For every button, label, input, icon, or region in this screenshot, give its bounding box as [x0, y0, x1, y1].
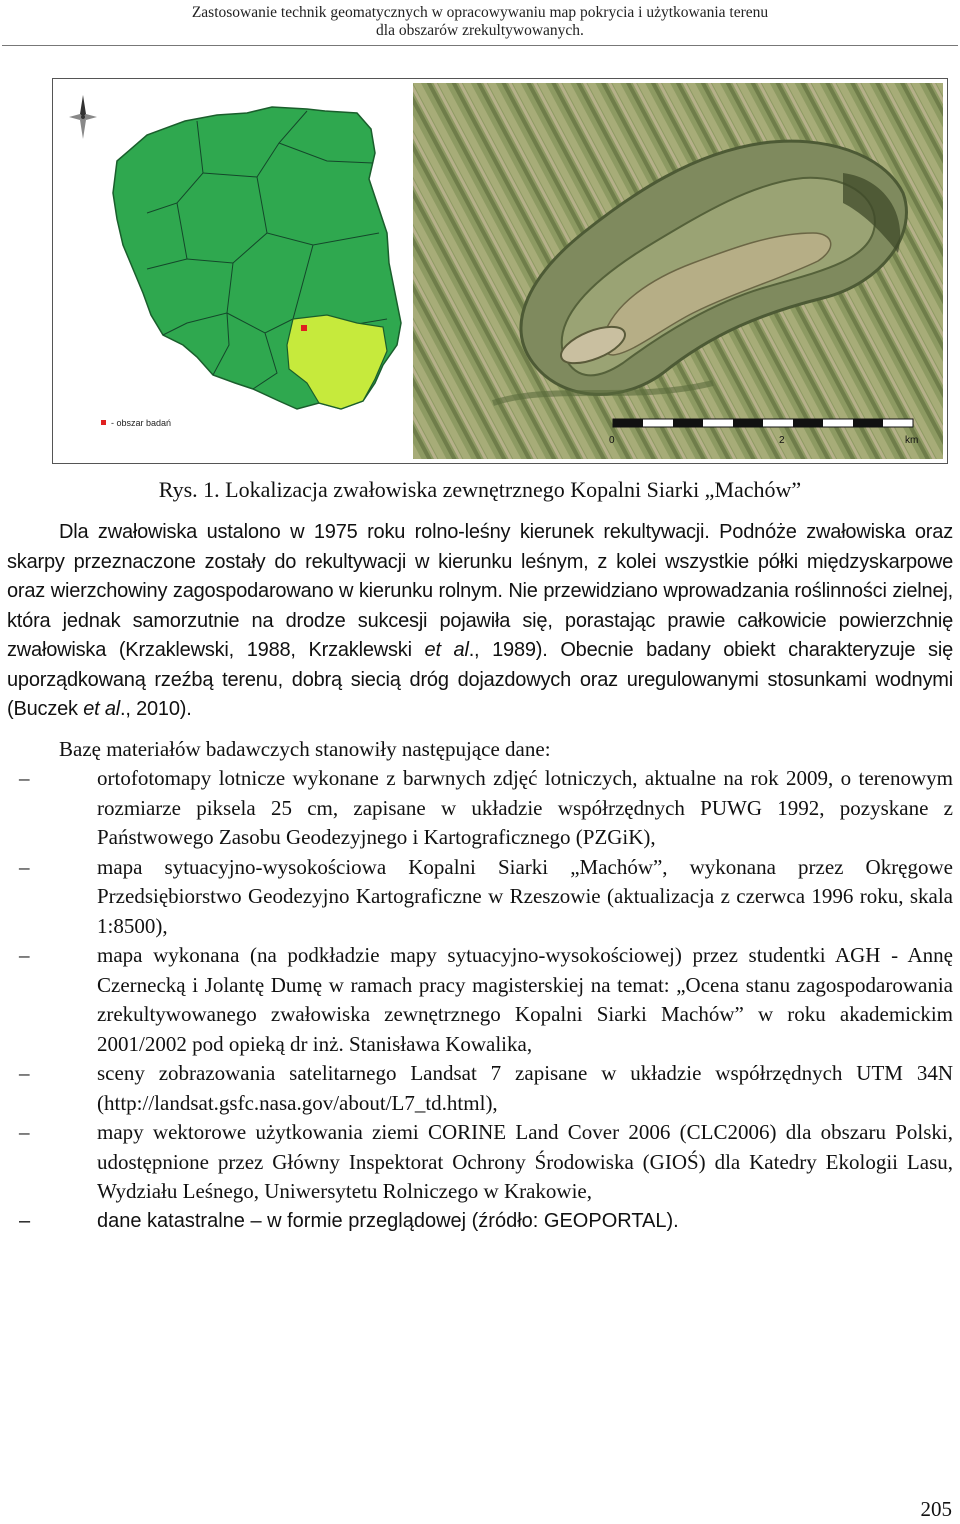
body-text [7, 518, 953, 1236]
scale-label-2: 2 [779, 435, 785, 446]
page-header [0, 4, 960, 40]
dash-marker: – [19, 766, 30, 790]
list-item [7, 764, 953, 853]
dash-marker: – [19, 1061, 30, 1085]
data-sources-list [7, 764, 953, 1236]
header-line-1: Zastosowanie technik geomatycznych w opracowywaniu map pokrycia i użytkowania terenu [191, 4, 769, 21]
dash-marker: – [19, 1209, 31, 1232]
list-item [7, 1207, 953, 1237]
list-item-text: dane katastralne – w formie przeglądowej (źródło: GEOPORTAL). [97, 1209, 679, 1232]
dash-marker: – [19, 943, 30, 967]
paragraph-2: Bazę materiałów badawczych stanowiły następujące dane: [59, 736, 551, 761]
list-item [7, 1118, 953, 1207]
p1-run: Dla zwałowiska ustalono w 1975 roku rolno-leśny kierunek rekultywacji. Podnóże zwałowiska oraz skarpy przeznaczone zostały do rekultywacji w kierunku leśnym, z kolei wszystkie półki międzyskarpowe oraz wierzchowiny zagospodarowano w kierunku rolnym. Nie przewidziano wprowadzania roślinności zielnej, która jednak samorzutnie na drodze sukcesji pojawiła się, porastając prawie całkowicie powierzchnię zwałowiska (Krzaklewski, 1988, Krzaklewski [7, 521, 953, 661]
p1-run: ., 1989). Obecnie badany obiekt charakteryzuje się uporządkowaną rzeźbą terenu, dobrą siecią dróg dojazdowych oraz uregulowanymi stosunkami wodnymi (Buczek [7, 639, 954, 720]
figure-1 [52, 78, 948, 464]
dash-marker: – [19, 854, 30, 879]
list-item [7, 941, 953, 1059]
study-site-marker [301, 325, 307, 331]
legend-label: - obszar badań [111, 418, 172, 428]
list-item-text: mapy wektorowe użytkowania ziemi CORINE Land Cover 2006 (CLC2006) dla obszaru Polski, udostępnione przez Główny Inspektorat Ochrony Środowiska (GIOŚ) dla Katedry Ekologii Lasu, Wydziału Leśnego, Uniwersytetu Rolniczego w Krakowie, [97, 1120, 953, 1203]
legend-marker [101, 420, 106, 425]
header-line-2: dla obszarów zrekultywowanych. [376, 22, 584, 39]
list-item [7, 1059, 953, 1118]
dash-marker: – [19, 1120, 30, 1144]
p1-italic: et al [424, 639, 469, 661]
p1-italic: et al [83, 698, 121, 720]
list-item-text: sceny zobrazowania satelitarnego Landsat 7 zapisane w układzie współrzędnych UTM 34N (http://landsat.gsfc.nasa.gov/about/L7_td.html), [97, 1061, 953, 1115]
list-item-text: ortofotomapy lotnicze wykonane z barwnych zdjęć lotniczych, aktualne na rok 2009, o terenowym rozmiarze piksela 25 cm, zapisane w układzie współrzędnych PUWG 1992, pozyskane z Państwowego Zasobu Geodezyjnego i Kartograficznego (PZGiK), [97, 766, 953, 849]
paragraph-1 [7, 518, 953, 725]
north-arrow-icon [69, 95, 97, 139]
figure-caption: Rys. 1. Lokalizacja zwałowiska zewnętrznego Kopalni Siarki „Machów” [158, 477, 802, 502]
poland-map [57, 83, 407, 459]
p1-run: ., 2010). [120, 698, 192, 720]
list-item-text: mapa wykonana (na podkładzie mapy sytuacyjno-wysokościowej) przez studentki AGH - Annę Czernecką i Jolantę Dumę w ramach pracy magisterskiej na temat: „Ocena stanu zagospodarowania zrekultywowanego zwałowiska zewnętrznego Kopalni Siarki Machów” w roku akademickim 2001/2002 pod opieką dr inż. Stanisława Kowalika, [97, 943, 953, 1056]
scale-label-km: km [905, 435, 919, 446]
header-divider [2, 45, 958, 46]
list-item [7, 853, 953, 942]
scale-label-0: 0 [609, 435, 615, 446]
page-number: 205 [920, 1497, 952, 1521]
aerial-photo [413, 83, 943, 459]
list-item-text: mapa sytuacyjno-wysokościowa Kopalni Siarki „Machów”, wykonana przez Okręgowe Przedsiębiorstwo Geodezyjno Kartograficzne w Rzeszowie (aktualizacja z czerwca 1996 roku, skala 1:8500), [97, 854, 953, 938]
